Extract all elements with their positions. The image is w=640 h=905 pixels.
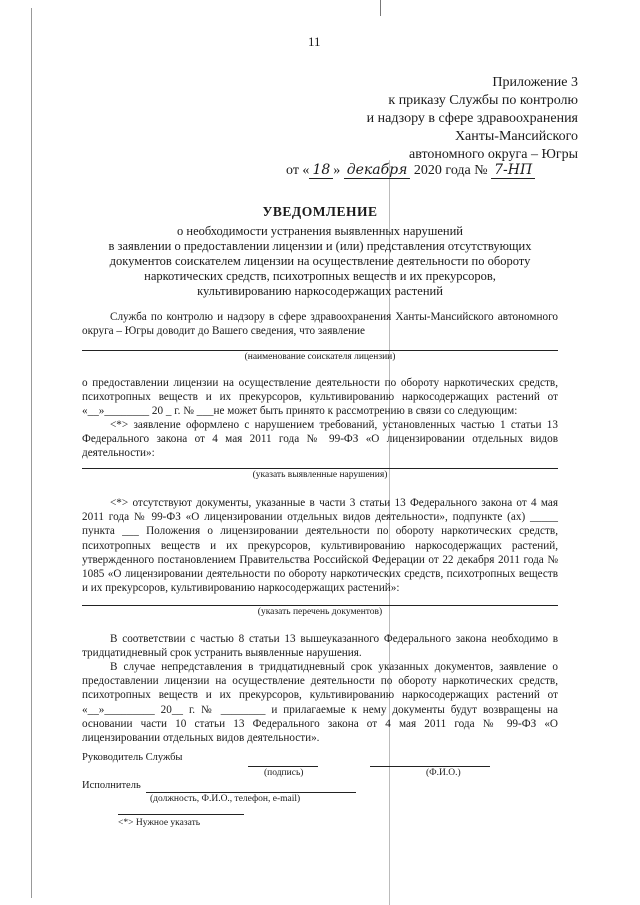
footnote: <*> Нужное указать xyxy=(118,818,201,828)
appendix-line-1: Приложение 3 xyxy=(492,75,578,90)
scan-top-mark xyxy=(380,0,381,16)
violations-caption: (указать выявленные нарушения) xyxy=(252,470,388,480)
appendix-line-4: Ханты-Мансийского xyxy=(454,129,578,144)
executor-line xyxy=(146,792,356,793)
fio-caption: (Ф.И.О.) xyxy=(426,768,461,778)
scan-edge-line xyxy=(31,8,32,898)
documents-line xyxy=(82,605,558,606)
appendix-line-3: и надзору в сфере здравоохранения xyxy=(366,111,578,126)
documents-caption: (указать перечень документов) xyxy=(257,607,383,617)
applicant-caption: (наименование соискателя лицензии) xyxy=(244,352,396,362)
date-prefix: от « xyxy=(286,163,310,178)
signature-caption: (подпись) xyxy=(264,768,304,778)
applicant-name-line xyxy=(82,350,558,351)
failure-paragraph: В случае непредставления в тридцатидневный срок указанных документов, заявление о предоставлении лицензии на осуществление деятельности по обороту наркотических средств, психотропных веществ и их прекурсоров, культивированию наркосодержащих растений от «__»_________ 20__ г. № ________ и прилагаемые к нему документы будут возвращены на основании части 10 статьи 13 Федерального закона от 4 мая 2011 года № 99-ФЗ «О лицензировании отдельных видов деятельности». xyxy=(82,661,558,745)
violation-paragraph: <*> заявление оформлено с нарушением требований, установленных частью 1 статьи 13 Федерального закона от 4 мая 2011 года № 99-ФЗ «О лицензировании отдельных видов деятельности»: xyxy=(82,419,558,460)
page-number: 11 xyxy=(308,34,321,49)
subtitle-line-1: о необходимости устранения выявленных нарушений xyxy=(177,224,463,238)
head-label: Руководитель Службы xyxy=(82,752,183,763)
subtitle-line-2: в заявлении о предоставлении лицензии и (или) представления отсутствующих xyxy=(108,239,532,253)
order-date-line xyxy=(286,162,535,179)
date-month-handwritten: декабря xyxy=(344,162,411,179)
fio-line xyxy=(370,766,490,767)
appendix-line-2: к приказу Службы по контролю xyxy=(388,93,578,108)
executor-caption: (должность, Ф.И.О., телефон, e-mail) xyxy=(150,794,301,804)
accordance-paragraph: В соответствии с частью 8 статьи 13 вышеуказанного Федерального закона необходимо в тридцатидневный срок устранить выявленные нарушения. xyxy=(82,633,558,660)
signature-line xyxy=(248,766,318,767)
appendix-line-5: автономного округа – Югры xyxy=(409,147,578,162)
footnote-separator xyxy=(118,814,244,815)
subtitle-line-3: документов соискателем лицензии на осуществление деятельности по обороту xyxy=(109,254,531,268)
violations-line xyxy=(82,468,558,469)
subtitle-line-5: культивированию наркосодержащих растений xyxy=(197,284,443,298)
missing-documents-paragraph: <*> отсутствуют документы, указанные в части 3 статьи 13 Федерального закона от 4 мая 2011 года № 99-ФЗ «О лицензировании отдельных видов деятельности», подпункте (ах) _____ пункта ___ Положения о лицензировании деятельности по обороту наркотических средств, психотропных веществ и их прекурсоров, культивированию наркосодержащих растений, утвержденного постановлением Правительства Российской Федерации от 22 декабря 2011 года № 1085 «О лицензировании деятельности по обороту наркотических средств, психотропных веществ и их прекурсоров, культивированию наркосодержащих растений»: xyxy=(82,497,558,595)
executor-label: Исполнитель xyxy=(82,780,141,791)
subtitle-line-4: наркотических средств, психотропных веществ и их прекурсоров, xyxy=(144,269,496,283)
order-number-handwritten: 7-НП xyxy=(491,162,535,179)
application-paragraph: о предоставлении лицензии на осуществление деятельности по обороту наркотических средств, психотропных веществ и их прекурсоров, культивированию наркосодержащих растений от «__»________ 20 _ г. № ___не может быть принято к рассмотрению в связи со следующим: xyxy=(82,377,558,418)
document-title: УВЕДОМЛЕНИЕ xyxy=(262,204,378,219)
date-mid: » xyxy=(333,163,341,178)
date-year: 2020 года № xyxy=(413,163,488,178)
intro-paragraph: Служба по контролю и надзору в сфере здравоохранения Ханты-Мансийского автономного округа – Югры доводит до Вашего сведения, что заявление xyxy=(82,311,558,338)
date-day-handwritten: 18 xyxy=(309,162,333,179)
